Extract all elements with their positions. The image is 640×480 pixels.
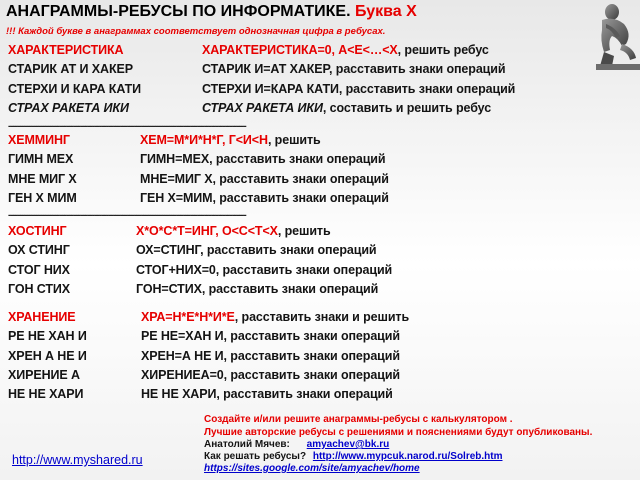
rebus-part: А<Е<…<Х: [338, 43, 398, 57]
thinker-statue-icon: [592, 0, 640, 70]
rebus-part: ГЕН Х=МИМ, расставить знаки операций: [140, 190, 389, 205]
rebus-part: СТЕРХИ И=КАРА КАТИ, расставить знаки операций: [202, 81, 516, 96]
rebus-part: МНЕ=МИГ Х, расставить знаки операций: [140, 171, 389, 186]
anagram-term: СТЕРХИ И КАРА КАТИ: [8, 81, 142, 96]
title-letter: Буква Х: [354, 3, 417, 20]
anagram-term: ХЕММИНГ: [8, 133, 70, 147]
anagram-term: ХОСТИНГ: [8, 224, 67, 238]
site-link[interactable]: https://sites.google.com/site/amyachev/home: [204, 463, 420, 474]
rebus-task: [202, 101, 491, 115]
rebus-part: <Т<Х: [247, 224, 278, 238]
rebus-part: , решить: [277, 224, 331, 238]
rebus-part: РЕ НЕ=ХАН И, расставить знаки операций: [141, 329, 400, 344]
rebus-part: СТОГ+НИХ=0, расставить знаки операций: [136, 262, 393, 277]
rebus-part: НЕ НЕ ХАРИ, расставить знаки операций: [141, 387, 393, 402]
anagram-term: ОХ СТИНГ: [8, 243, 70, 258]
footer-site: [204, 463, 420, 474]
rebus-task: [136, 243, 377, 257]
how-link[interactable]: http://www.mypcuk.narod.ru/Solreb.htm: [312, 451, 503, 462]
anagram-term: МНЕ МИГ Х: [8, 171, 77, 186]
rebus-part: , решить ребус: [397, 43, 489, 57]
rebus-task: [141, 349, 400, 363]
rebus-part: , решить: [267, 133, 321, 147]
page-title: [6, 3, 417, 21]
anagram-term: РЕ НЕ ХАН И: [8, 329, 87, 344]
rebus-task: [141, 310, 409, 324]
anagram-term: ГИМН МЕХ: [8, 152, 74, 167]
rebus-part: ХАРАКТЕРИСТИКА=0,: [202, 43, 339, 57]
footer-line-2: Лучшие авторские ребусы с решениями и пояснениями будут опубликованы.: [204, 427, 593, 438]
rebus-part: ГОН=СТИХ, расставить знаки операций: [136, 281, 379, 296]
rebus-part: ХИРЕНИЕА=0, расставить знаки операций: [141, 367, 400, 382]
anagram-term: НЕ НЕ ХАРИ: [8, 387, 84, 402]
section-separator: ------------------------------------------------------------------------------------------------------: [8, 121, 246, 132]
rebus-task: [202, 82, 515, 96]
footer-author: [204, 439, 389, 450]
anagram-term: ГОН СТИХ: [8, 281, 71, 296]
page-subtitle: !!! Каждой букве в анаграммах соответствует однозначная цифра в ребусах.: [6, 26, 386, 37]
anagram-term: ХИРЕНИЕ А: [8, 367, 80, 382]
author-email-link[interactable]: amyachev@bk.ru: [306, 439, 390, 450]
author-label: Анатолий Мячев:: [204, 439, 290, 450]
rebus-task: [136, 224, 331, 238]
rebus-task: [141, 368, 400, 382]
title-main: АНАГРАММЫ-РЕБУСЫ ПО ИНФОРМАТИКЕ.: [6, 3, 351, 20]
rebus-part: Х*О*С*Т=ИНГ, О<С: [136, 224, 248, 238]
anagram-term: ХРАНЕНИЕ: [8, 310, 76, 324]
rebus-task: [140, 152, 385, 166]
anagram-term: СТРАХ РАКЕТА ИКИ: [8, 100, 129, 115]
rebus-part: , расставить знаки и решить: [234, 310, 410, 324]
rebus-part: ГИМН=МЕХ, расставить знаки операций: [140, 152, 386, 167]
anagram-term: ХРЕН А НЕ И: [8, 348, 87, 363]
rebus-part: , составить и решить ребус: [322, 100, 492, 115]
rebus-part: СТАРИК И=АТ ХАКЕР, расставить знаки операций: [202, 62, 506, 77]
anagram-term: СТАРИК АТ И ХАКЕР: [8, 62, 133, 77]
rebus-task: [141, 329, 400, 343]
section-separator: ------------------------------------------------------------------------------------------------------: [8, 210, 246, 221]
rebus-part: ХЕМ=М*И*Н*Г, Г<И<Н: [140, 133, 268, 147]
rebus-task: [136, 282, 378, 296]
rebus-part: ХРА=Н*Е*Н*И*Е: [141, 310, 235, 324]
rebus-part: ХРЕН=А НЕ И, расставить знаки операций: [141, 348, 400, 363]
footer-line-1: Создайте и/или решите анаграммы-ребусы с калькулятором .: [204, 414, 513, 425]
anagram-term: ХАРАКТЕРИСТИКА: [8, 43, 124, 57]
how-label: Как решать ребусы?: [204, 451, 307, 462]
rebus-task: [140, 133, 321, 147]
rebus-part: СТРАХ РАКЕТА ИКИ: [202, 100, 323, 115]
watermark-link[interactable]: http://www.myshared.ru: [12, 453, 143, 467]
rebus-task: [202, 43, 489, 57]
rebus-task: [136, 263, 392, 277]
rebus-task: [140, 172, 389, 186]
rebus-task: [140, 191, 389, 205]
rebus-part: ОХ=СТИНГ, расставить знаки операций: [136, 243, 377, 258]
rebus-task: [202, 62, 505, 76]
footer-how: [204, 451, 503, 462]
anagram-term: ГЕН Х МИМ: [8, 190, 77, 205]
rebus-task: [141, 387, 393, 401]
anagram-term: СТОГ НИХ: [8, 262, 70, 277]
